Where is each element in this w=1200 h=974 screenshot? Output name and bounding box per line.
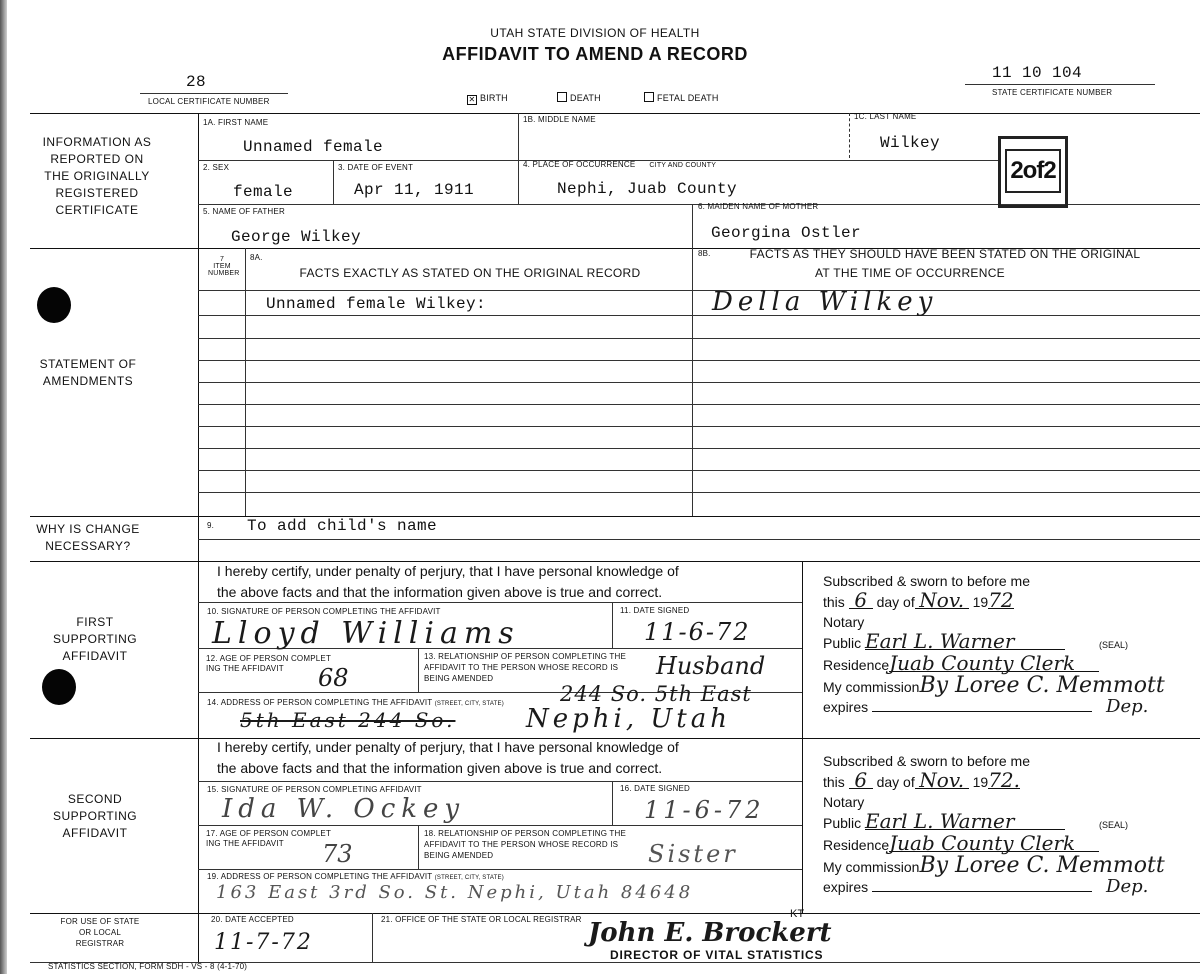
second-signature: Ida W. Ockey xyxy=(222,794,466,824)
first-relationship-value: Husband xyxy=(656,652,766,680)
registrar-office-label: 21. OFFICE OF THE STATE OR LOCAL REGISTRAR xyxy=(381,915,582,924)
col-8b-title-1: FACTS AS THEY SHOULD HAVE BEEN STATED ON THE ORIGINAL xyxy=(749,247,1141,261)
second-age-value: 73 xyxy=(322,840,353,868)
second-address-value: 163 East 3rd So. St. Nephi, Utah 84648 xyxy=(216,882,694,903)
second-addr-label: 19. ADDRESS OF PERSON COMPLETING THE AFFIDAVIT (STREET, CITY, STATE) xyxy=(207,872,504,881)
first-address-struck: 5th East 244 So. xyxy=(240,708,456,732)
second-rel-label: 18. RELATIONSHIP OF PERSON COMPLETING THE AFFIDAVIT TO THE PERSON WHOSE RECORD IS BEING AMENDED xyxy=(424,829,627,860)
father-label: 5. NAME OF FATHER xyxy=(203,207,285,216)
first-name-value: Unnamed female xyxy=(243,138,384,156)
second-notary-label: Notary xyxy=(823,794,865,810)
date-accepted-value: 11-7-72 xyxy=(214,930,313,955)
col-8a-num: 8A. xyxy=(250,253,263,262)
first-address-line-1: 244 So. 5th East xyxy=(560,682,752,706)
first-expires-line: expires Dep. xyxy=(823,696,1149,717)
item-number-text: ITEM NUMBER xyxy=(208,263,240,277)
date-of-event-value: Apr 11, 1911 xyxy=(354,181,475,199)
col-8a-title: FACTS EXACTLY AS STATED ON THE ORIGINAL RECORD xyxy=(299,266,641,280)
date-accepted-label: 20. DATE ACCEPTED xyxy=(211,915,294,924)
middle-name-label: 1B. MIDDLE NAME xyxy=(523,115,596,124)
first-oath-block xyxy=(823,571,1193,718)
record-type-death: DEATH xyxy=(557,92,601,103)
local-cert-label: LOCAL CERTIFICATE NUMBER xyxy=(148,97,270,106)
first-date-label: 11. DATE SIGNED xyxy=(620,606,690,615)
birth-checkbox: ✕ xyxy=(468,95,476,104)
first-date-value: 11-6-72 xyxy=(644,618,751,646)
place-value: Nephi, Juab County xyxy=(557,180,738,198)
item-number-label: 7 ITEM NUMBER xyxy=(208,256,240,277)
date-of-event-label: 3. DATE OF EVENT xyxy=(338,163,414,172)
punch-hole-top xyxy=(37,287,71,323)
first-commission-line: My commissionBy Loree C. Memmott xyxy=(823,672,1165,698)
col-8b-num: 8B. xyxy=(698,249,711,258)
registrar-signature: John E. Brockert xyxy=(588,918,832,948)
reason-item-num: 9. xyxy=(207,521,215,530)
second-affidavit-label: SECOND SUPPORTING AFFIDAVIT xyxy=(52,792,138,840)
first-age-value: 68 xyxy=(318,664,349,692)
second-age-label: 17. AGE OF PERSON COMPLET ING THE AFFIDAVIT xyxy=(206,829,332,848)
mother-label: 6. MAIDEN NAME OF MOTHER xyxy=(698,202,819,211)
first-sig-label: 10. SIGNATURE OF PERSON COMPLETING THE AFFIDAVIT xyxy=(207,607,441,616)
record-type-birth: ✕ BIRTH xyxy=(468,93,508,104)
original-fact-row-1: Unnamed female Wilkey: xyxy=(266,295,487,313)
scan-left-edge xyxy=(0,0,7,974)
death-checkbox xyxy=(557,92,567,102)
first-affidavit-label: FIRST SUPPORTING AFFIDAVIT xyxy=(52,615,138,663)
form-title: AFFIDAVIT TO AMEND A RECORD xyxy=(442,44,748,64)
second-oath-subscribed: Subscribed & sworn to before me xyxy=(823,753,1030,769)
first-oath-subscribed: Subscribed & sworn to before me xyxy=(823,573,1030,589)
first-name-label: 1A. FIRST NAME xyxy=(203,118,269,127)
sex-label: 2. SEX xyxy=(203,163,230,172)
first-cert-line-2: the above facts and that the information given above is true and correct. xyxy=(217,584,663,600)
second-sig-label: 15. SIGNATURE OF PERSON COMPLETING AFFIDAVIT xyxy=(207,785,422,794)
first-addr-label: 14. ADDRESS OF PERSON COMPLETING THE AFFIDAVIT (STREET, CITY, STATE) xyxy=(207,698,504,707)
first-cert-line-1: I hereby certify, under penalty of perjury, that I have personal knowledge of xyxy=(217,563,679,579)
second-residence-line: ResidenceJuab County Clerk xyxy=(823,835,1193,856)
second-date-value: 11-6-72 xyxy=(644,796,765,824)
second-expires-line: expires Dep. xyxy=(823,876,1149,897)
corrected-fact-row-1: Della Wilkey xyxy=(712,287,938,317)
second-commission-line: My commissionBy Loree C. Memmott xyxy=(823,852,1165,878)
second-cert-line-2: the above facts and that the information given above is true and correct. xyxy=(217,760,663,776)
second-oath-block xyxy=(823,751,1193,898)
father-value: George Wilkey xyxy=(231,228,362,246)
second-cert-line-1: I hereby certify, under penalty of perjury, that I have personal knowledge of xyxy=(217,739,679,755)
form-id: STATISTICS SECTION, FORM SDH - VS - 8 (4-1-70) xyxy=(48,962,248,971)
col-8b-title-2: AT THE TIME OF OCCURRENCE xyxy=(815,266,1005,280)
punch-hole-bottom xyxy=(42,669,76,705)
first-public-line: Public Earl L. Warner (SEAL) xyxy=(823,628,1129,653)
first-oath-date-line: this 6 day of Nov. 1972 xyxy=(823,587,1014,612)
registrar-use-label: FOR USE OF STATE OR LOCAL REGISTRAR xyxy=(60,917,140,948)
second-public-line: Public Earl L. Warner (SEAL) xyxy=(823,808,1129,833)
last-name-value: Wilkey xyxy=(880,134,941,152)
sex-value: female xyxy=(233,183,294,201)
first-address-line-2: Nephi, Utah xyxy=(526,704,731,734)
statement-of-amendments-label: STATEMENT OF AMENDMENTS xyxy=(39,357,137,388)
why-change-label: WHY IS CHANGE NECESSARY? xyxy=(36,522,140,553)
registrar-initials: KT xyxy=(790,908,805,920)
first-residence-line: ResidenceJuab County Clerk xyxy=(823,655,1193,676)
last-name-label: 1C. LAST NAME xyxy=(854,112,917,121)
mother-value: Georgina Ostler xyxy=(711,224,862,242)
state-cert-label: STATE CERTIFICATE NUMBER xyxy=(992,88,1113,97)
first-rel-label: 13. RELATIONSHIP OF PERSON COMPLETING THE AFFIDAVIT TO THE PERSON WHOSE RECORD IS BEING AMENDED xyxy=(424,652,627,683)
registrar-title: DIRECTOR OF VITAL STATISTICS xyxy=(610,948,824,962)
page-stamp: 2of2 xyxy=(998,136,1068,208)
agency-name: UTAH STATE DIVISION OF HEALTH xyxy=(490,26,700,40)
local-cert-number: 28 xyxy=(186,73,207,91)
place-label: 4. PLACE OF OCCURRENCE CITY AND COUNTY xyxy=(523,160,717,169)
record-type-fetal-death: FETAL DEATH xyxy=(644,92,719,103)
fetal-death-checkbox xyxy=(644,92,654,102)
first-signature: Lloyd Williams xyxy=(212,616,520,651)
state-cert-number: 11 10 104 xyxy=(992,64,1083,82)
first-age-label: 12. AGE OF PERSON COMPLET ING THE AFFIDAVIT xyxy=(206,654,332,673)
second-relationship-value: Sister xyxy=(648,840,738,868)
second-oath-date-line: this 6 day of Nov. 1972. xyxy=(823,767,1020,792)
first-notary-label: Notary xyxy=(823,614,865,630)
original-info-label: INFORMATION AS REPORTED ON THE ORIGINALLY REGISTERED CERTIFICATE xyxy=(42,135,152,217)
reason-text: To add child's name xyxy=(247,517,438,535)
second-date-label: 16. DATE SIGNED xyxy=(620,784,690,793)
